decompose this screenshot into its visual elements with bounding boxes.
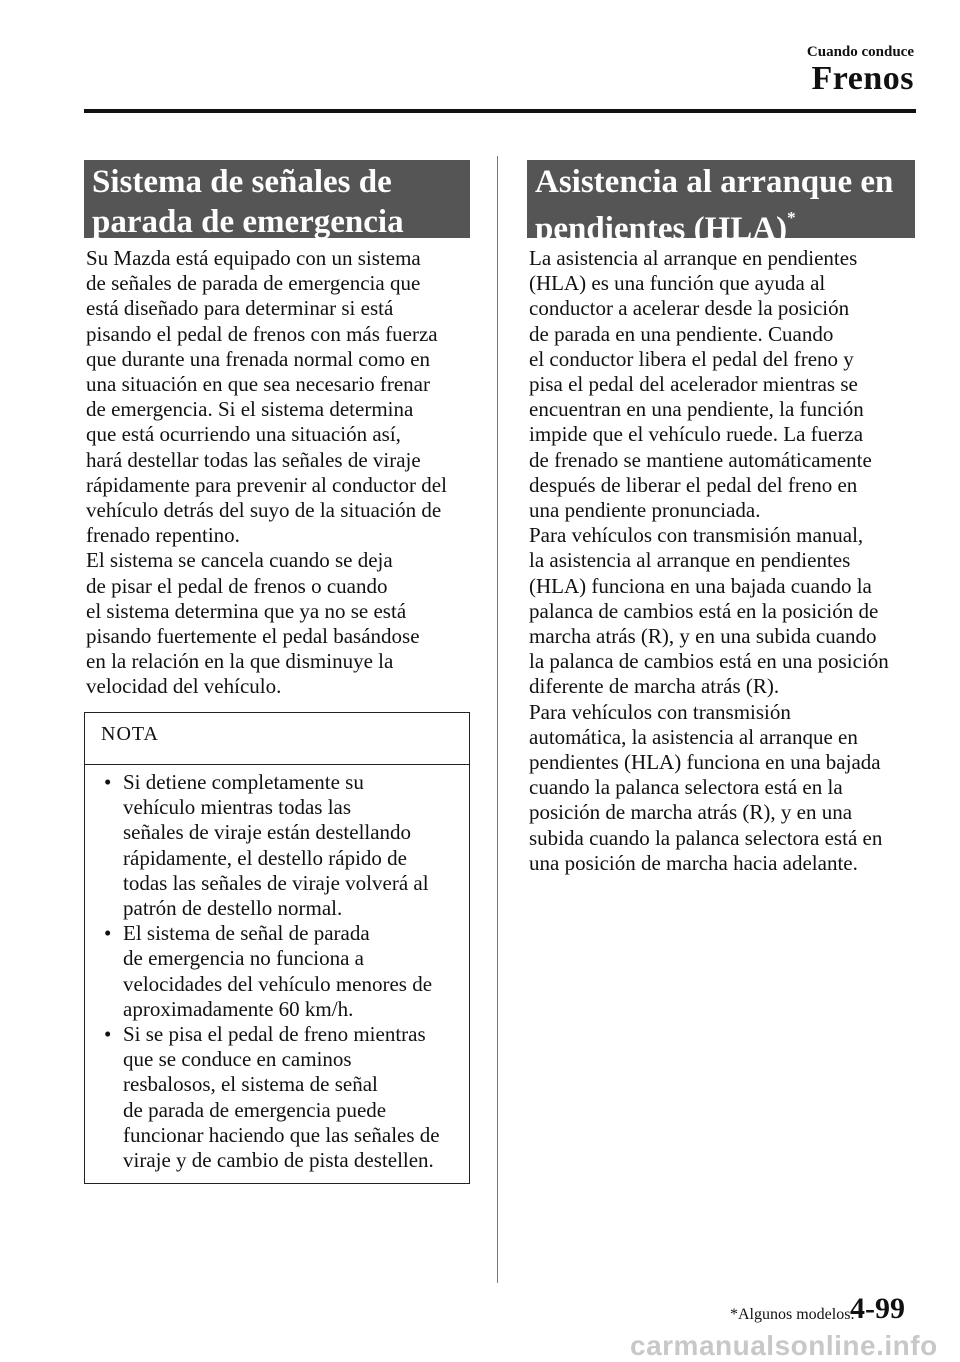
note-list [85,770,469,1173]
text-line: Para vehículos con transmisión manual, [529,523,864,548]
text-line: en la relación en la que disminuye la [86,649,394,674]
text-line: cuando la palanca selectora está en la [529,775,843,800]
text-line: está diseñado para determinar si está [86,296,394,321]
text-line: el sistema determina que ya no se está [86,598,407,623]
text-line: velocidades del vehículo menores de [123,971,433,996]
text-line: aproximadamente 60 km/h. [123,996,354,1021]
text-line: marcha atrás (R), y en una subida cuando [529,624,877,649]
note-separator [85,764,469,765]
text-line: Si detiene completamente su [123,770,364,794]
text-line: (HLA) es una función que ayuda al [529,271,826,296]
text-line: hará destellar todas las señales de viraje [86,447,421,472]
text-line: una situación en que sea necesario frenar [86,372,430,397]
text-line: Su Mazda está equipado con un sistema [86,246,421,270]
text-line: pisa el pedal del acelerador mientras se [529,372,858,397]
text-line: La asistencia al arranque en pendientes [529,246,858,270]
text-line: de señales de parada de emergencia que [86,271,421,296]
heading-line: Sistema de señales de [92,164,392,200]
text-line: impide que el vehículo ruede. La fuerza [529,422,864,447]
heading-text: pendientes (HLA) [535,211,788,247]
paragraph [86,246,472,548]
heading-line: parada de emergencia [92,204,404,240]
left-body-text [86,246,472,700]
text-line: conductor a acelerar desde la posición [529,296,850,321]
text-line: pendientes (HLA) funciona en una bajada [529,750,881,775]
text-line: la asistencia al arranque en pendientes [529,548,851,573]
page-number: 4-99 [850,1292,905,1325]
text-line: (HLA) funciona en una bajada cuando la [529,573,872,598]
footnote: *Algunos modelos. [730,1306,855,1323]
text-line: el conductor libera el pedal del freno y [529,346,854,371]
text-line: funcionar haciendo que las señales de [123,1122,440,1147]
text-line: Para vehículos con transmisión [529,699,791,724]
right-body-text [529,246,917,876]
text-line: El sistema de señal de parada [123,921,370,946]
text-line: una posición de marcha hacia adelante. [529,850,858,875]
text-line: de emergencia. Si el sistema determina [86,397,414,422]
text-line: El sistema se cancela cuando se deja [86,548,393,573]
heading-line: Asistencia al arranque en [535,164,894,200]
text-line: que está ocurriendo una situación así, [86,422,401,447]
text-line: frenado repentino. [86,523,240,548]
text-line: patrón de destello normal. [123,896,343,921]
note-item [85,770,469,921]
watermark: carmanualsonline.info [630,1330,938,1361]
text-line: vehículo mientras todas las [123,795,352,820]
chapter-label: Cuando conduce [806,44,914,60]
paragraph [529,246,917,523]
text-line: de parada en una pendiente. Cuando [529,321,834,346]
text-line: diferente de marcha atrás (R). [529,674,780,699]
column-divider [497,156,498,1283]
text-line: pisando fuertemente el pedal basándose [86,624,420,649]
text-line: de emergencia no funciona a [123,946,364,971]
bullet-icon: • [104,770,112,794]
bullet-icon: • [104,921,112,946]
paragraph [529,523,917,699]
note-box [84,712,470,1184]
footnote-mark: * [787,208,796,227]
text-line: resbalosos, el sistema de señal [123,1072,378,1097]
note-title: NOTA [101,723,159,745]
text-line: de pisar el pedal de frenos o cuando [86,573,388,598]
text-line: todas las señales de viraje volverá al [123,870,429,895]
text-line: una pendiente pronunciada. [529,498,761,523]
text-line: encuentran en una pendiente, la función [529,397,864,422]
text-line: viraje y de cambio de pista destellen. [123,1148,434,1173]
text-line: que durante una frenada normal como en [86,346,431,371]
text-line: señales de viraje están destellando [123,820,412,845]
heading-line [535,202,907,249]
text-line: subida cuando la palanca selectora está en [529,825,883,850]
text-line: la palanca de cambios está en una posición [529,649,889,674]
page-title: Frenos [811,60,914,97]
header-rule [84,109,916,113]
text-line: rápidamente para prevenir al conductor del [86,472,447,497]
note-item [85,921,469,1022]
text-line: velocidad del vehículo. [86,674,282,699]
paragraph [86,548,472,699]
text-line: vehículo detrás del suyo de la situación de [86,498,442,523]
section-heading-emergency-stop-signal [84,160,470,238]
section-heading-hill-launch-assist [527,160,915,247]
text-line: que se conduce en caminos [123,1047,352,1072]
text-line: rápidamente, el destello rápido de [123,845,407,870]
text-line: después de liberar el pedal del freno en [529,472,858,497]
note-item [85,1022,469,1173]
text-line: posición de marcha atrás (R), y en una [529,800,853,825]
text-line: Si se pisa el pedal de freno mientras [123,1022,426,1047]
text-line: pisando el pedal de frenos con más fuerza [86,321,438,346]
text-line: de parada de emergencia puede [123,1097,387,1122]
text-line: palanca de cambios está en la posición de [529,598,879,623]
text-line: de frenado se mantiene automáticamente [529,447,872,472]
text-line: automática, la asistencia al arranque en [529,724,858,749]
bullet-icon: • [104,1022,112,1047]
paragraph [529,700,917,876]
